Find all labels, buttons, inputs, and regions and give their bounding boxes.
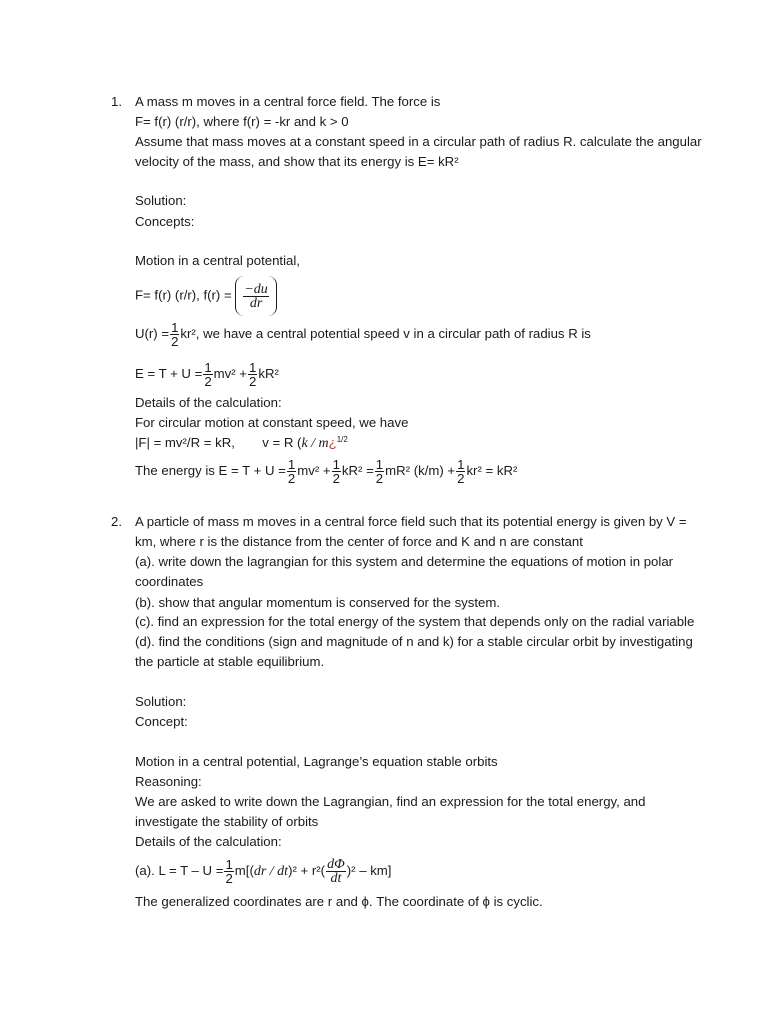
q1-motion-text: Motion in a central potential,: [135, 253, 300, 268]
q1-line2: F= f(r) (r/r), where f(r) = -kr and k > 0: [135, 114, 349, 129]
q1-force-equation: [135, 276, 277, 316]
q1-energy-end: kR²: [258, 366, 279, 381]
q2-line8: the particle at stable equilibrium.: [135, 654, 325, 669]
q2-line3: (a). write down the lagrangian for this system and determine the equations of motion in polar: [135, 554, 674, 569]
q1-half-den: 2: [171, 334, 179, 350]
q2-line7: (d). find the conditions (sign and magnitude of n and k) for a stable circular orbit by investigating: [135, 634, 693, 649]
q1-half-fraction: [203, 361, 212, 388]
q2-lagrangian-prefix: (a). L = T – U =: [135, 863, 224, 878]
q2-concept-heading: Concept:: [135, 714, 188, 729]
q1-energy-term-d: kr² = kR²: [466, 463, 518, 478]
q1-half-num: 1: [204, 360, 212, 376]
q2-lagrangian-equation: [135, 855, 391, 888]
q2-reasoning-line1: We are asked to write down the Lagrangian, find an expression for the total energy, and: [135, 794, 646, 809]
q1-force-paren: [235, 276, 276, 316]
q2-lagrangian-drdt: dr / dt: [253, 864, 289, 879]
q1-half-num: 1: [171, 320, 179, 336]
q1-details-heading: Details of the calculation:: [135, 395, 282, 410]
q1-velocity-glyph: ¿: [328, 435, 337, 450]
q1-force-fraction: [243, 283, 268, 310]
q1-half-den: 2: [204, 374, 212, 390]
q2-generalized-text: The generalized coordinates are r and ϕ. The coordinate of ϕ is cyclic.: [135, 894, 543, 909]
q1-force-magnitude: |F| = mv²/R = kR,: [135, 435, 235, 450]
q1-energy-result: [135, 456, 517, 486]
q1-half-fraction: [287, 458, 296, 485]
q1-energy-result-prefix: The energy is E = T + U =: [135, 463, 286, 478]
q2-lagrangian-mid: )² + r²(: [288, 863, 326, 878]
q1-half-den: 2: [287, 471, 296, 487]
q1-potential-equation: [135, 319, 591, 349]
q1-velocity-italic: k / m: [301, 436, 329, 451]
q1-number: 1.: [111, 94, 122, 109]
q2-half-fraction: [224, 858, 233, 885]
q1-energy-prefix: E = T + U =: [135, 366, 203, 381]
q1-force-prefix: F= f(r) (r/r), f(r) =: [135, 287, 232, 303]
q1-energy-term-c: mR² (k/m) +: [385, 463, 456, 478]
q2-reasoning-heading: Reasoning:: [135, 774, 202, 789]
q1-solution-heading: Solution:: [135, 193, 187, 208]
q1-half-fraction: [375, 458, 384, 485]
q2-dphi-numerator: dΦ: [327, 857, 345, 873]
q1-half-num: 1: [375, 457, 384, 473]
q2-solution-heading: Solution:: [135, 694, 187, 709]
q2-motion-text: Motion in a central potential, Lagrange’s equation stable orbits: [135, 754, 498, 769]
q1-potential-suffix: kr², we have a central potential speed v in a circular path of radius R is: [180, 326, 591, 341]
q1-half-num: 1: [332, 457, 340, 473]
q1-force-denominator: dr: [249, 296, 263, 312]
q2-number: 2.: [111, 514, 122, 529]
q1-line4: velocity of the mass, and show that its energy is E= kR²: [135, 154, 459, 169]
q1-velocity-exponent: 1/2: [336, 435, 348, 444]
q1-half-num: 1: [457, 457, 465, 473]
q1-half-den: 2: [332, 471, 340, 487]
q1-half-fraction: [248, 361, 257, 388]
q1-energy-mid: mv² +: [213, 366, 248, 381]
q1-half-den: 2: [375, 471, 384, 487]
q1-concepts-heading: Concepts:: [135, 214, 195, 229]
q1-velocity-prefix: v = R (: [262, 435, 302, 450]
q1-potential-prefix: U(r) =: [135, 326, 170, 341]
q1-circular-text: For circular motion at constant speed, we have: [135, 415, 409, 430]
q1-line3: Assume that mass moves at a constant speed in a circular path of radius R. calculate the angular: [135, 134, 702, 149]
q1-half-fraction: [456, 458, 465, 485]
q1-half-den: 2: [249, 374, 257, 390]
q2-half-den: 2: [225, 871, 233, 887]
q1-line1: A mass m moves in a central force field. The force is: [135, 94, 441, 109]
q2-half-num: 1: [225, 857, 233, 873]
q1-half-num: 1: [249, 360, 257, 376]
q2-line4: coordinates: [135, 574, 204, 589]
q1-half-fraction: [332, 458, 341, 485]
q1-force-velocity-line: [135, 435, 348, 452]
q2-line2: km, where r is the distance from the center of force and K and n are constant: [135, 534, 583, 549]
q1-half-num: 1: [287, 457, 296, 473]
q2-line5: (b). show that angular momentum is conserved for the system.: [135, 595, 501, 610]
q2-line1: A particle of mass m moves in a central force field such that its potential energy is given by V =: [135, 514, 687, 529]
q1-energy-term-b: kR² =: [341, 463, 374, 478]
q2-dphi-denominator: dt: [330, 871, 342, 887]
q2-reasoning-line2: investigate the stability of orbits: [135, 814, 319, 829]
q2-lagrangian-end: )² – km]: [346, 863, 392, 878]
q1-energy-definition: [135, 359, 279, 389]
q1-half-fraction: [170, 321, 179, 348]
q2-line6: (c). find an expression for the total energy of the system that depends only on the radial variable: [135, 614, 695, 629]
q2-dphi-fraction: [326, 858, 346, 885]
q1-energy-term-a: mv² +: [297, 463, 331, 478]
q2-details-heading: Details of the calculation:: [135, 834, 282, 849]
q1-force-numerator: −du: [244, 282, 268, 298]
q1-half-den: 2: [457, 471, 465, 487]
q2-lagrangian-m: m[(: [234, 863, 254, 878]
